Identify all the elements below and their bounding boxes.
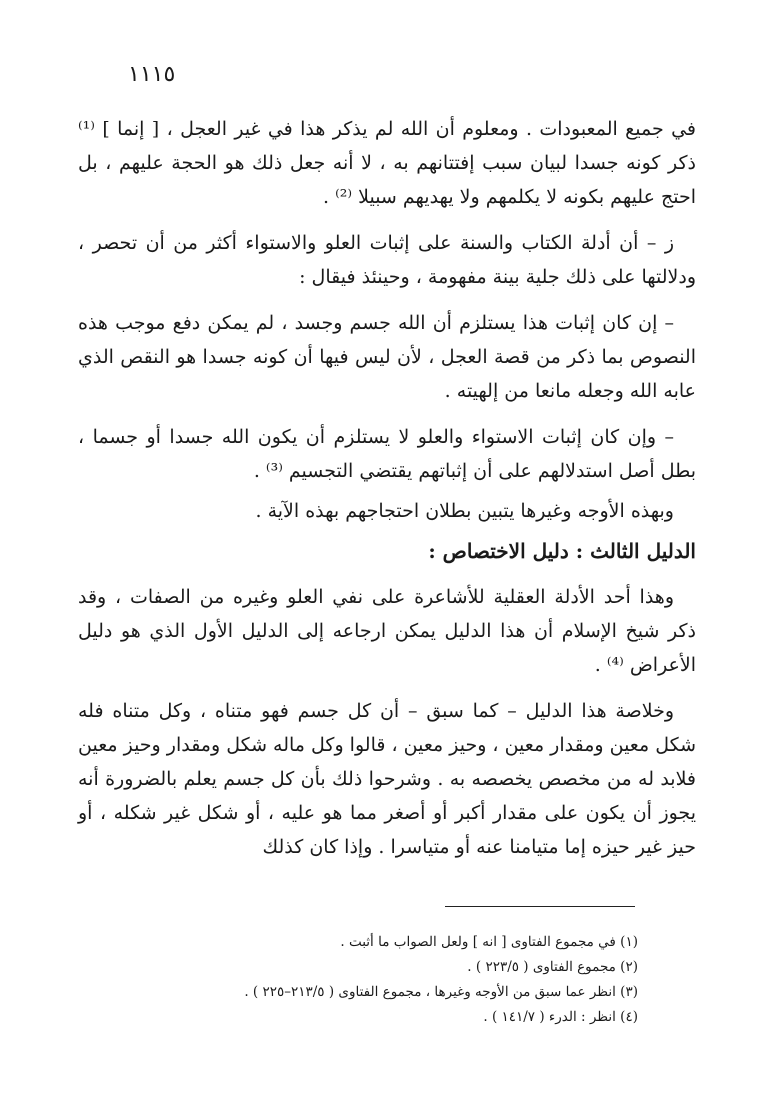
footnote-1: (١) في مجموع الفتاوى [ انه ] ولعل الصواب ما أثبت .	[340, 934, 638, 950]
main-text	[78, 112, 696, 876]
footnote-4: (٤) انظر : الدرء ( ١٤١/٧ ) .	[483, 1009, 638, 1025]
footnote-divider	[445, 906, 635, 907]
paragraph-1: في جميع المعبودات . ومعلوم أن الله لم يذكر هذا في غير العجل ، [ إنما ] ⁽¹⁾ ذكر كونه جسدا لبيان سبب إفتتانهم به ، لا أنه جعل ذلك هو الحجة عليهم ، بل احتج عليهم بكونه لا يكلمهم ولا يهديهم سبيلا ⁽²⁾ .	[78, 118, 696, 208]
paragraph-5: وبهذه الأوجه وغيرها يتبين بطلان احتجاجهم بهذه الآية .	[255, 500, 674, 522]
footnote-2: (٢) مجموع الفتاوى ( ٢٢٣/٥ ) .	[467, 959, 638, 975]
paragraph-4: – وإن كان إثبات الاستواء والعلو لا يستلزم أن يكون الله جسدا أو جسما ، بطل أصل استدلالهم على أن إثباتهم يقتضي التجسيم ⁽³⁾ .	[78, 426, 696, 482]
paragraph-2: ز – أن أدلة الكتاب والسنة على إثبات العلو والاستواء أكثر من أن تحصر ، ودلالتها على ذلك جلية بينة مفهومة ، وحينئذ فيقال :	[78, 232, 696, 288]
page-number: ١١١٥	[128, 62, 176, 87]
footnotes	[120, 930, 638, 1030]
section-heading: الدليل الثالث : دليل الاختصاص :	[428, 539, 696, 563]
footnote-3: (٣) انظر عما سبق من الأوجه وغيرها ، مجموع الفتاوى ( ٢١٣/٥–٢٢٥ ) .	[244, 984, 638, 1000]
paragraph-7: وخلاصة هذا الدليل – كما سبق – أن كل جسم فهو متناه ، وكل متناه فله شكل معين ومقدار معين ، وحيز معين ، قالوا وكل ماله شكل ومقدار وحيز معين فلابد له من مخصص يخصصه به . وشرحوا ذلك بأن كل جسم يعلم بالضرورة أنه يجوز أن يكون على مقدار أكبر أو أصغر مما هو عليه ، أو شكل غير شكله ، أو حيز غير حيزه إما متيامنا عنه أو متياسرا . وإذا كان كذلك	[78, 700, 696, 858]
paragraph-3: – إن كان إثبات هذا يستلزم أن الله جسم وجسد ، لم يمكن دفع موجب هذه النصوص بما ذكر من قصة العجل ، لأن ليس فيها أن كونه جسدا هو النقص الذي عابه الله وجعله مانعا من إلهيته .	[78, 312, 696, 402]
paragraph-6: وهذا أحد الأدلة العقلية للأشاعرة على نفي العلو وغيره من الصفات ، وقد ذكر شيخ الإسلام أن هذا الدليل يمكن ارجاعه إلى الدليل الأول الذي هو دليل الأعراض ⁽⁴⁾ .	[78, 586, 696, 676]
